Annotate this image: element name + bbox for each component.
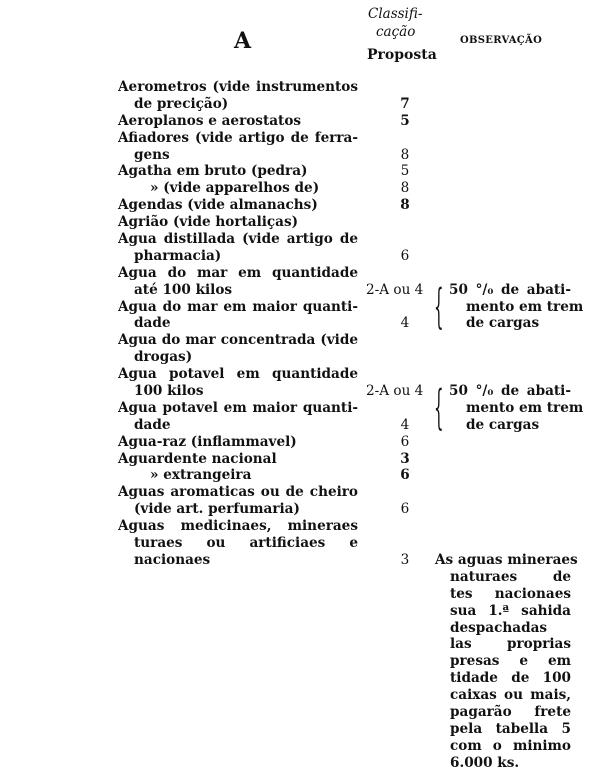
classification-value: 3: [400, 551, 410, 568]
item-text: turaes ou artificiaes e: [134, 535, 358, 552]
table-row: [0, 197, 600, 214]
classification-value: 6: [400, 467, 410, 484]
item-text: drogas): [134, 349, 193, 366]
table-row: [0, 636, 600, 653]
item-text: Agua do mar em quantidade: [118, 264, 358, 281]
table-row: [0, 147, 600, 164]
item-text: Agatha em bruto (pedra): [118, 163, 308, 180]
classification-value: 5: [400, 112, 410, 129]
item-text: 100 kilos: [134, 383, 204, 400]
observation-text: com o minimo: [450, 737, 571, 754]
table-row: [0, 163, 600, 180]
table-row: [0, 552, 600, 569]
tariff-table: [0, 79, 600, 772]
table-row: [0, 603, 600, 620]
item-text: Aguas medicinaes, mineraes: [118, 518, 358, 535]
table-row: [0, 569, 600, 586]
section-letter: A: [234, 28, 252, 54]
item-text: Agua potavel em quantidade: [118, 366, 358, 383]
observation-text: pela tabella 5: [450, 720, 571, 737]
item-text: Aeroplanos e aerostatos: [118, 112, 302, 129]
item-text: Agua-raz (inflammavel): [118, 433, 297, 450]
table-row: [0, 214, 600, 231]
classification-value: 6: [400, 501, 410, 518]
item-text: Agendas (vide almanachs): [118, 197, 318, 214]
item-text: Aguas aromaticas ou de cheiro: [118, 484, 358, 501]
table-row: [0, 586, 600, 603]
table-row: [0, 130, 600, 147]
classification-value: 6: [400, 433, 410, 450]
table-row: [0, 349, 600, 366]
table-row: [0, 704, 600, 721]
table-row: [0, 518, 600, 535]
observation-text: de cargas: [466, 416, 540, 433]
table-row: [0, 653, 600, 670]
table-row: [0, 535, 600, 552]
table-row: [0, 467, 600, 484]
item-text: de precição): [134, 95, 229, 112]
observation-text: sua 1.ª sahida: [450, 602, 571, 619]
classification-value: 2-A ou 4: [366, 281, 424, 298]
table-row: [0, 687, 600, 704]
item-text: Afiadores (vide artigo de ferra-: [118, 129, 358, 146]
curly-brace-icon: {: [434, 379, 444, 436]
table-row: [0, 96, 600, 113]
table-row: [0, 265, 600, 282]
observation-text: As aguas mineraes: [435, 551, 578, 568]
observation-text: caixas ou mais,: [450, 687, 571, 704]
item-text: pharmacia): [134, 247, 222, 264]
item-text: Agua distillada (vide artigo de: [118, 231, 358, 248]
table-row: [0, 738, 600, 755]
item-text: Agrião (vide hortaliças): [118, 214, 299, 231]
table-row: [0, 620, 600, 637]
observation-text: presas e em: [450, 653, 571, 670]
item-text: (vide art. perfumaria): [134, 501, 300, 518]
table-row: [0, 400, 600, 417]
table-row: [0, 113, 600, 130]
classification-value: 4: [400, 315, 410, 332]
item-text: Aerometros (vide instrumentos: [118, 79, 358, 95]
classification-value: 3: [400, 450, 410, 467]
item-text: Agua potavel em maior quanti-: [118, 399, 358, 416]
table-row: [0, 484, 600, 501]
item-text: » (vide apparelhos de): [150, 180, 320, 197]
item-text: até 100 kilos: [134, 281, 233, 298]
table-row: [0, 434, 600, 451]
classification-header-line2: cação: [376, 24, 416, 40]
observation-text: 50 °/₀ de abati-: [449, 281, 571, 298]
table-row: [0, 417, 600, 434]
classification-value: 7: [400, 95, 410, 112]
table-row: [0, 180, 600, 197]
observation-text: mento em trem: [466, 298, 584, 315]
item-text: Agua do mar em maior quanti-: [118, 298, 358, 315]
table-row: [0, 299, 600, 316]
curly-brace-icon: {: [434, 278, 444, 335]
item-text: gens: [134, 146, 170, 163]
classification-value: 2-A ou 4: [366, 383, 424, 400]
observation-text: naturaes de: [450, 568, 571, 585]
table-row: [0, 248, 600, 265]
item-text: dade: [134, 416, 171, 433]
classification-value: 6: [400, 247, 410, 264]
table-row: [0, 451, 600, 468]
observation-text: pagarão frete: [450, 703, 571, 720]
table-row: [0, 366, 600, 383]
table-row: [0, 501, 600, 518]
proposta-header: Proposta: [367, 47, 437, 63]
item-text: » extrangeira: [150, 467, 252, 484]
observation-text: 6.000 ks.: [450, 754, 520, 771]
item-text: nacionaes: [134, 551, 211, 568]
table-row: [0, 755, 600, 772]
observacao-header: OBSERVAÇÃO: [460, 35, 543, 46]
observation-text: tes nacionaes: [450, 585, 571, 602]
classification-header-line1: Classifi-: [368, 6, 423, 22]
observation-text: las proprias: [450, 636, 571, 653]
table-row: [0, 79, 600, 96]
classification-value: 8: [400, 197, 410, 214]
classification-value: 8: [400, 146, 410, 163]
item-text: Aguardente nacional: [118, 450, 277, 467]
classification-value: 4: [400, 416, 410, 433]
classification-value: 8: [400, 180, 410, 197]
item-text: Agua do mar concentrada (vide: [118, 332, 358, 349]
observation-text: mento em trem: [466, 399, 584, 416]
table-row: [0, 332, 600, 349]
item-text: dade: [134, 315, 171, 332]
table-row: [0, 231, 600, 248]
classification-value: 5: [400, 163, 410, 180]
table-row: [0, 670, 600, 687]
table-row: [0, 721, 600, 738]
observation-text: despachadas: [450, 619, 548, 636]
observation-text: 50 °/₀ de abati-: [449, 383, 571, 400]
observation-text: tidade de 100: [450, 670, 571, 687]
observation-text: de cargas: [466, 315, 540, 332]
table-row: [0, 315, 600, 332]
